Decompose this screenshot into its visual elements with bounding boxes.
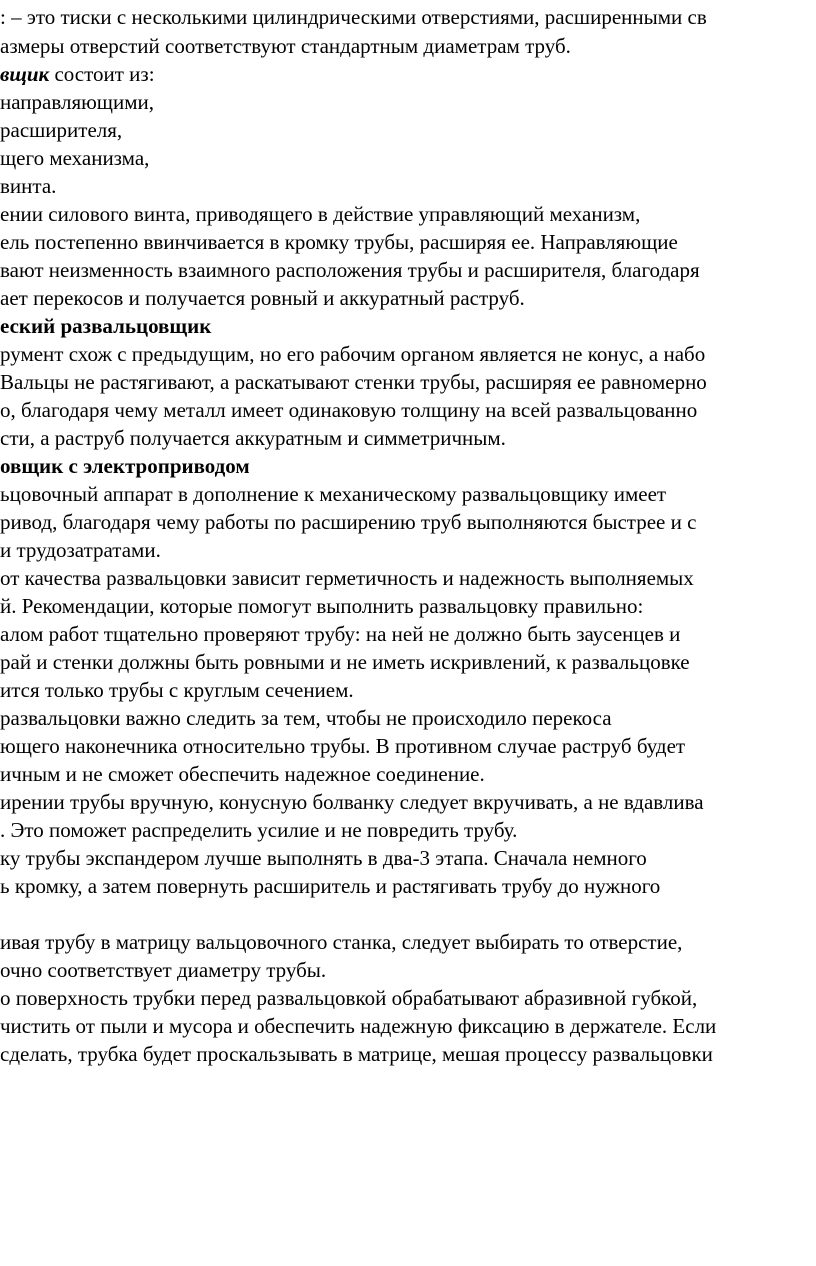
section-heading: овщик с электроприводом — [0, 454, 250, 478]
text-line: сделать, трубка будет проскальзывать в матрице, мешая процессу развальцовки — [0, 1042, 713, 1066]
text-line: ку трубы экспандером лучше выполнять в два-3 этапа. Сначала немного — [0, 846, 647, 870]
text-line: румент схож с предыдущим, но его рабочим органом является не конус, а набо — [0, 342, 706, 366]
text-line: чистить от пыли и мусора и обеспечить надежную фиксацию в держателе. Если — [0, 1014, 717, 1038]
text-line: ится только трубы с круглым сечением. — [0, 678, 354, 702]
text-line: винта. — [0, 174, 57, 198]
text-line: азмеры отверстий соответствуют стандартным диаметрам труб. — [0, 34, 571, 58]
text-line: ривод, благодаря чему работы по расширению труб выполняются быстрее и с — [0, 510, 697, 534]
text-line: сти, а раструб получается аккуратным и симметричным. — [0, 426, 506, 450]
text-line: алом работ тщательно проверяют трубу: на ней не должно быть заусенцев и — [0, 622, 681, 646]
text-line — [0, 61, 155, 88]
text-line: от качества развальцовки зависит герметичность и надежность выполняемых — [0, 566, 694, 590]
text-fragment: состоит из: — [49, 62, 155, 86]
text-line: ичным и не сможет обеспечить надежное соединение. — [0, 762, 485, 786]
emphasized-term: вщик — [0, 62, 50, 86]
text-line: о поверхность трубки перед развальцовкой обрабатывают абразивной губкой, — [0, 986, 698, 1010]
text-line: ьцовочный аппарат в дополнение к механическому развальцовщику имеет — [0, 482, 667, 506]
text-line: о, благодаря чему металл имеет одинаковую толщину на всей развальцованно — [0, 398, 698, 422]
text-line: ирении трубы вручную, конусную болванку следует вкручивать, а не вдавлива — [0, 790, 704, 814]
text-line: . Это поможет распределить усилие и не повредить трубу. — [0, 818, 518, 842]
text-line: й. Рекомендации, которые помогут выполнить развальцовку правильно: — [0, 594, 644, 618]
text-line: развальцовки важно следить за тем, чтобы не происходило перекоса — [0, 706, 612, 730]
text-line: направляющими, — [0, 90, 154, 114]
text-line: ющего наконечника относительно трубы. В противном случае раструб будет — [0, 734, 686, 758]
text-line: ь кромку, а затем повернуть расширитель и растягивать трубу до нужного — [0, 874, 661, 898]
text-line: Вальцы не растягивают, а раскатывают стенки трубы, расширяя ее равномерно — [0, 370, 707, 394]
text-line: ает перекосов и получается ровный и аккуратный раструб. — [0, 286, 525, 310]
text-line: расширителя, — [0, 118, 123, 142]
text-line: ении силового винта, приводящего в действие управляющий механизм, — [0, 202, 641, 226]
text-line: очно соответствует диаметру трубы. — [0, 958, 327, 982]
text-line: и трудозатратами. — [0, 538, 161, 562]
text-line: вают неизменность взаимного расположения трубы и расширителя, благодаря — [0, 258, 700, 282]
section-heading: еский развальцовщик — [0, 314, 212, 338]
text-line: рай и стенки должны быть ровными и не иметь искривлений, к развальцовке — [0, 650, 690, 674]
text-line: : – это тиски с несколькими цилиндрическими отверстиями, расширенными св — [0, 5, 707, 29]
text-line: ель постепенно ввинчивается в кромку трубы, расширяя ее. Направляющие — [0, 230, 678, 254]
text-line: щего механизма, — [0, 146, 150, 170]
text-line: ивая трубу в матрицу вальцовочного станка, следует выбирать то отверстие, — [0, 930, 683, 954]
